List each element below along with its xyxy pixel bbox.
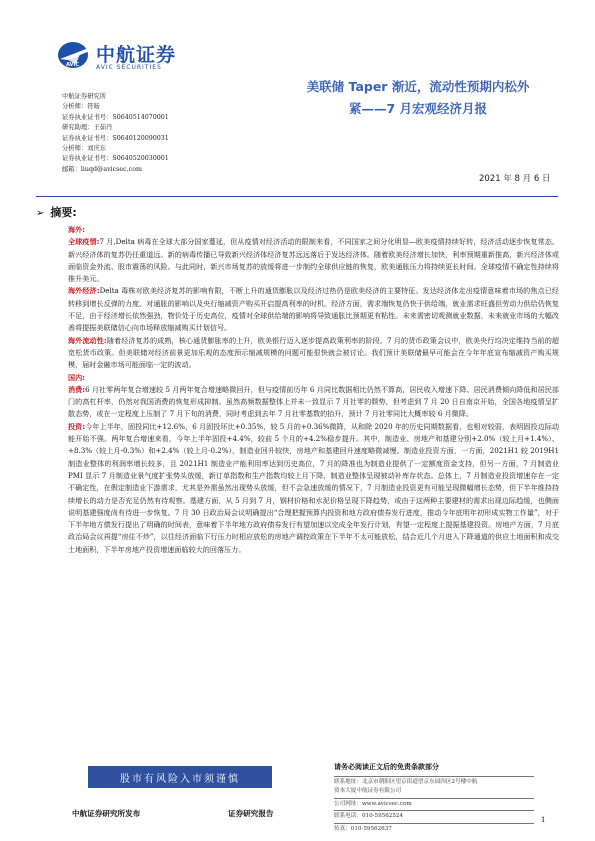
label-global-epidemic: 全球疫情:: [68, 237, 100, 247]
report-title: [268, 76, 568, 120]
footer-address-1: 联系地址：北京市朝阳区望京街道望京东园四区2号楼中航: [334, 778, 478, 785]
footer-website[interactable]: 公司网址：www.avicsec.com: [334, 800, 412, 807]
analyst-email[interactable]: 邮箱：liuqd@avicsec.com: [62, 165, 142, 173]
text-consumption: 6 月社零两年复合增速较 5 月两年复合增速略微回升，但与疫情前历年 6 月同比数据相比仍然不算高，居民收入增速下降、居民消费倾向降低和居民部门的高杠杆率，仍然对我国消费的恢复形成抑制。虽然高频数据整体上并未一致显示 7 月社零的颓势，但考虑到 7 月 20 日自南京开始，全国各地疫情呈扩散态势，或在一定程度上压制了 7 月下旬的消费，同时考虑到去年 7 月社零基数的抬升，预计 7 月社零同比大概率较 6 月微降。: [68, 384, 559, 419]
analyst-line: 分析师：符旸: [62, 103, 100, 111]
footer-phone: 联系电话：010-59562524: [334, 813, 404, 820]
label-investment: 投资:: [68, 421, 86, 431]
footer-address-2: 资本大厦中航证券有限公司: [334, 788, 402, 795]
logo-english-name: AVIC SECURITIES: [96, 64, 162, 71]
footer-contact: [334, 763, 544, 835]
paragraph-investment: [68, 421, 559, 556]
analyst-line: 中航证券研究所: [62, 93, 107, 100]
paragraph-overseas-liquidity: [68, 335, 559, 372]
svg-text:AVIC: AVIC: [66, 62, 79, 68]
analyst-line: 分析师：刘庆东: [62, 145, 107, 153]
paragraph-global-epidemic: [68, 236, 559, 285]
analyst-line: 证券执业证书号：S0640120090031: [62, 134, 169, 142]
footer-divider: [334, 810, 534, 811]
summary-heading: [36, 204, 77, 220]
header-divider: [36, 196, 558, 197]
text-overseas-liquidity: 随着经济复苏的成熟，核心通货膨胀率的上升，欧美银行迈入逐步提高政策利率的阶段。7 月的货币政策会议中，欧美央行均决定维持当前的超宽松货币政策。但美联储对经济前景更加乐观的态度预示缩减规模的问题可能很快就会被讨论。我们预计美联储最早可能会在今年年底宣布缩减资产购买规模，届时金融市场可能面临一定的波动。: [68, 335, 560, 370]
title-line-1: 美联储 Taper 渐近，流动性预期内松外: [306, 79, 530, 94]
summary-title: 摘要:: [50, 206, 77, 219]
footer-divider: [334, 823, 534, 824]
footer-notice: 请务必阅读正文后的免责条款部分: [334, 763, 439, 771]
section-domestic: 国内:: [68, 372, 86, 382]
text-investment: 今年上半年，固投同比+12.6%，6 月固投环比+0.35%，较 5 月的+0.36%微降，从和除 2020 年的历史同期数据看，也相对较弱，表明固投边际动能开始不强。两年复合增速来看，今年上半年固投+4.4%，较前 5 个月的+4.2%稳步提升。其中，制造业、房地产和基建分别+2.0%（较上月+1.4%）、+8.3%（较上月-0.3%）和+2.4%（较上月-0.2%），制造业回升较快，房地产和基建回升速度略微减慢。制造业投资方面，一方面，2021H1 较 2019H1 制造业整体的利润率增长较多，且 2021H1 制造业产能利用率达到历史高位，7 月的降准也为制造业提供了一定额度资金支持，但另一方面，7 月制造业 PMI 显示 7 月制造业景气度扩张势头放缓，新订单指数和生产指数均较上月下降，制造业整体呈现被动补库存状态。总体上，7 月制造业投资增速存在一定不确定性，在假定制造业下游需求，尤其是外需虽然出现势头放缓，但不会急速放缓的情况下，7 月制造业投资更有可能呈现微幅增长态势，但下半年维持持续增长的动力是否充足仍然有待观察。基建方面，从 5 月到 7 月，钢材价格和水泥价格呈现下降趋势，或由于这两种主要建材的需求出现边际趋缓，也侧面说明基建强度尚有待进一步恢复。7 月 30 日政治局会议明确提出“合理把握预算内投资和地方政府债券发行进度，推动今年底明年初形成实物工作量”，对于下半年地方债发行提出了明确的时间表，意味着下半年地方政府债券发行有望加速以完成全年发行计划，有望一定程度上提振基建投资。房地产方面，7 月底政治局会议再提“房住不炒”，以往经济面临下行压力时相应放松的房地产调控政策在下半年不太可能放松，结合近几个月进入下降通道的供应土地面积和成交土地面积，下半年房地产投资增速面临较大的回落压力。: [68, 421, 559, 554]
avic-logo-icon: [56, 40, 94, 70]
label-overseas-liquidity: 海外流动性:: [68, 335, 107, 345]
text-overseas-econ: Delta 毒株对欧美经济复苏的影响有限，不断上升的通货膨胀以及经济过热仍是欧美经济的主要特征。发达经济体走出疫情意味着市场的焦点已经转移到增长反弹的力度、对通胀的影响以及央行缩减资产购买开启提高利率的时机。经济方面，需求端恢复仍快于供给端，就业需求旺盛但劳动力供给仍恢复不足，由于经济增长依然强劲，物价处于历史高位，疫情对全球供给端的影响将导致通胀比预期更有粘性。未来需密切观测就业数据，未来就业市场的大幅改善将提振美联储信心向市场释放缩减购买计划信号。: [68, 286, 559, 333]
summary-body: [68, 224, 559, 556]
arrow-bullet-icon: ➢: [36, 208, 45, 219]
analyst-line: 研究助理：王茹丹: [62, 124, 113, 132]
report-date: 2021 年 8 月 6 日: [479, 174, 551, 184]
footer-divider: [334, 776, 534, 777]
page-number: 1: [541, 816, 546, 824]
footer-report-type: 证券研究报告: [228, 809, 274, 818]
section-overseas: 海外:: [68, 225, 86, 234]
footer-fax: 传真：010-59562637: [334, 825, 392, 832]
label-consumption: 消费:: [68, 384, 86, 394]
analyst-line: 证券执业证书号：S0640520030001: [62, 155, 169, 163]
risk-disclaimer-banner: 股市有风险入市须谨慎: [88, 766, 272, 788]
title-line-2: 紧——7 月宏观经济月报: [348, 101, 488, 116]
analyst-line: 证券执业证书号：S0640514070001: [62, 113, 169, 121]
footer-divider: [334, 798, 534, 799]
company-logo: [56, 40, 216, 74]
label-overseas-econ: 海外经济:: [68, 286, 100, 296]
text-global-epidemic: 7 月,Delta 病毒在全球大部分国家蔓延，但从疫情对经济活动的限制来看，不同国家之间分化明显—欧美疫情持续好转，经济活动逐步恢复常态。新兴经济体的复苏仍任重道远。新的病毒传播已导致新兴经济体经济复苏远远落后于发达经济体。随着欧美经济增长加快，利率预期重新推高，新兴经济体或面临资金外流、股市震荡的风险。与此同时，新兴市场复苏的放缓将进一步制约全球供应链的恢复，欧美通胀压力将持续更长时间。全球疫情不确定性持续将推升美元。: [68, 237, 559, 284]
analyst-info: [62, 92, 262, 175]
paragraph-overseas-econ: [68, 285, 559, 334]
logo-chinese-name: 中航证券: [96, 44, 177, 66]
footer-publisher: 中航证券研究所发布: [72, 809, 141, 818]
paragraph-consumption: [68, 384, 559, 421]
